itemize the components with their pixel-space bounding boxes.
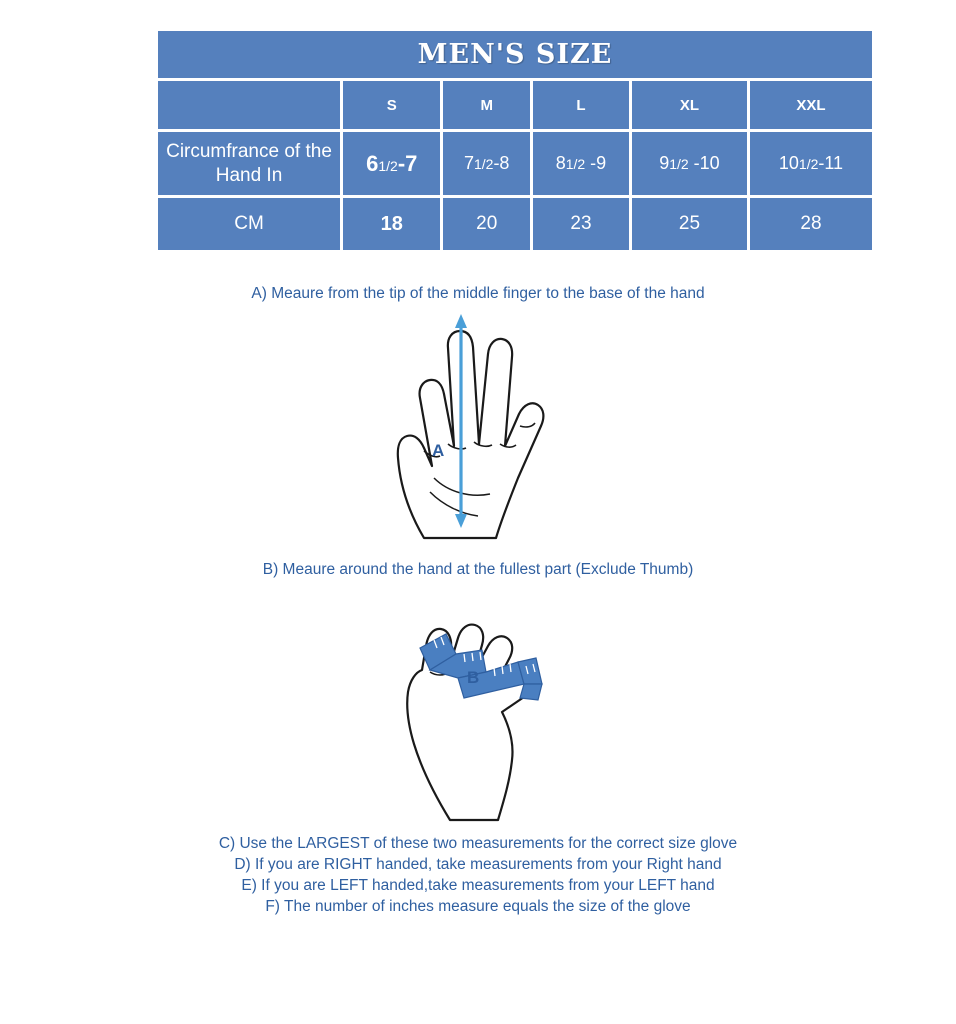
size-table <box>155 28 875 253</box>
caption-a: A) Meaure from the tip of the middle finger to the base of the hand <box>251 285 705 302</box>
cell-cm-l: 23 <box>533 198 629 250</box>
cell-in-m-tail: -8 <box>493 153 510 173</box>
cell-in-xxl <box>750 132 872 195</box>
note-c: C) Use the LARGEST of these two measurements for the correct size glove <box>218 835 738 852</box>
cell-in-xl-tail: -10 <box>688 153 720 173</box>
figure-b-letter: B <box>467 668 480 687</box>
note-d: D) If you are RIGHT handed, take measurements from your Right hand <box>234 856 722 873</box>
cell-cm-xl: 25 <box>632 198 747 250</box>
cell-in-xl-lead: 9 <box>659 153 670 173</box>
table-row <box>158 132 872 195</box>
row-label-cm: CM <box>158 198 340 250</box>
cell-in-l <box>533 132 629 195</box>
cell-in-s-tail: -7 <box>397 150 418 176</box>
cell-cm-s: 18 <box>343 198 440 250</box>
hand-length-diagram <box>378 306 578 546</box>
caption-b: B) Meaure around the hand at the fullest part (Exclude Thumb) <box>262 561 694 578</box>
cell-in-m <box>443 132 529 195</box>
fist-hand-icon <box>378 588 578 823</box>
header-cell-blank <box>158 81 340 129</box>
header-cell-s: S <box>343 81 440 129</box>
cell-in-xl-frac: 1/2 <box>669 156 689 172</box>
open-hand-icon <box>378 306 578 541</box>
cell-in-l-lead: 8 <box>555 153 566 173</box>
hand-circumference-diagram <box>378 588 578 828</box>
cell-in-xxl-frac: 1/2 <box>798 156 819 172</box>
cell-in-l-frac: 1/2 <box>565 156 586 172</box>
cell-cm-m: 20 <box>443 198 529 250</box>
table-row <box>158 198 872 250</box>
figure-a-letter: A <box>432 441 445 460</box>
header-cell-l: L <box>533 81 629 129</box>
header-cell-xl: XL <box>632 81 747 129</box>
cell-in-xxl-lead: 10 <box>778 153 799 173</box>
note-e: E) If you are LEFT handed,take measurements from your LEFT hand <box>241 877 715 894</box>
page-title: MEN'S SIZE <box>158 31 872 78</box>
header-cell-xxl: XXL <box>750 81 872 129</box>
cell-in-xxl-tail: -11 <box>818 153 844 173</box>
table-title-row <box>158 31 872 78</box>
arrow-head-top <box>455 314 467 328</box>
notes-block <box>0 833 956 917</box>
row-label-inches: Circumfrance of the Hand In <box>158 132 340 195</box>
note-f: F) The number of inches measure equals the size of the glove <box>265 898 691 915</box>
cell-in-s-lead: 6 <box>366 150 379 176</box>
table-header-row <box>158 81 872 129</box>
cell-cm-xxl: 28 <box>750 198 872 250</box>
cell-in-m-frac: 1/2 <box>473 156 494 172</box>
cell-in-s-frac: 1/2 <box>378 157 398 174</box>
cell-in-xl <box>632 132 747 195</box>
cell-in-m-lead: 7 <box>463 153 474 173</box>
cell-in-l-tail: -9 <box>585 153 607 173</box>
cell-in-s <box>343 132 440 195</box>
header-cell-m: M <box>443 81 529 129</box>
